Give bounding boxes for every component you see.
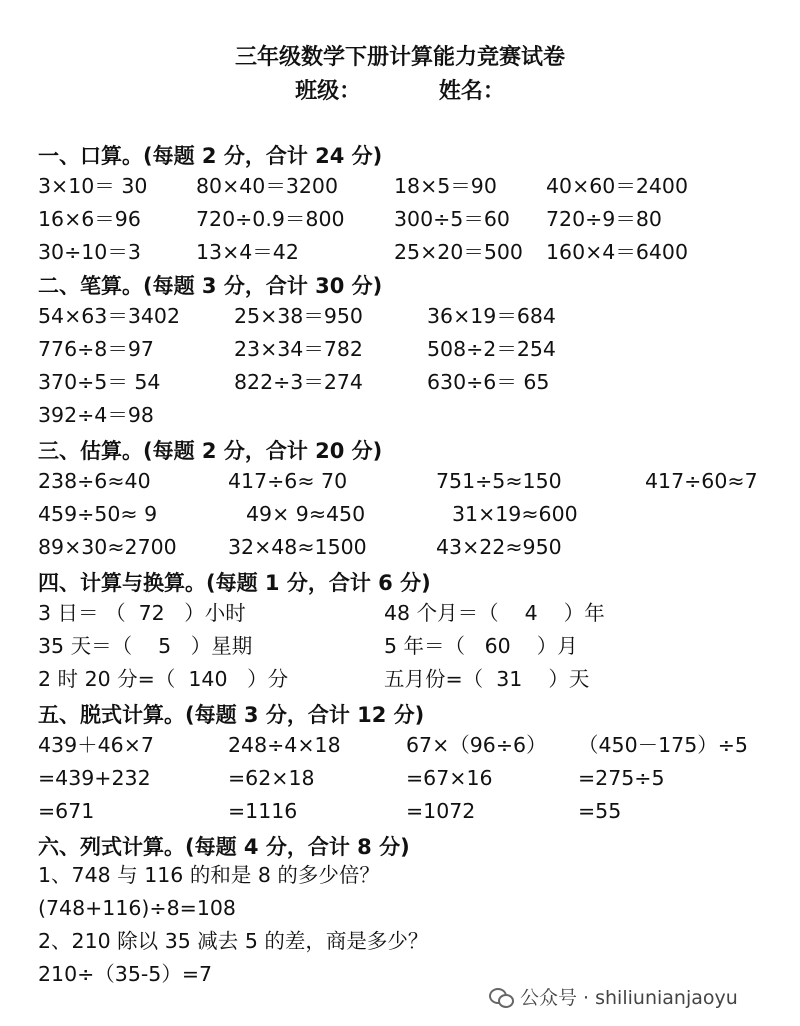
problem-item: 370÷5＝ 54 bbox=[38, 370, 161, 394]
problem-item: =439+232 bbox=[38, 766, 151, 790]
problem-item: 54×63＝3402 bbox=[38, 304, 181, 328]
problem-item: 30÷10＝3 bbox=[38, 240, 141, 264]
problem-item: 35 天＝（ 5 ）星期 bbox=[38, 634, 253, 658]
problem-item: 720÷0.9＝800 bbox=[196, 207, 345, 231]
problem-item: 43×22≈950 bbox=[436, 535, 562, 559]
name-label: 姓名： bbox=[438, 79, 505, 104]
watermark bbox=[488, 983, 738, 1010]
problem-item: 459÷50≈ 9 bbox=[38, 502, 158, 526]
class-label: 班级： bbox=[295, 79, 362, 104]
problem-item: 392÷4＝98 bbox=[38, 403, 154, 427]
problem-item: 89×30≈2700 bbox=[38, 535, 177, 559]
problem-item: =67×16 bbox=[406, 766, 493, 790]
problem-item: 417÷60≈7 bbox=[645, 469, 758, 493]
problem-item: 23×34＝782 bbox=[234, 337, 363, 361]
problem-item: 248÷4×18 bbox=[228, 733, 341, 757]
problem-item: 720÷9＝80 bbox=[546, 207, 662, 231]
wechat-icon bbox=[488, 986, 514, 1008]
problem-item: 13×4＝42 bbox=[196, 240, 299, 264]
section-heading: 二、笔算。(每题 3 分，合计 30 分) bbox=[38, 274, 383, 298]
problem-item: 40×60＝2400 bbox=[546, 174, 689, 198]
problem-item: 439＋46×7 bbox=[38, 733, 154, 757]
problem-item: 238÷6≈40 bbox=[38, 469, 151, 493]
problem-item: =671 bbox=[38, 799, 95, 823]
problem-item: 751÷5≈150 bbox=[436, 469, 562, 493]
section-heading: 六、列式计算。(每题 4 分，合计 8 分) bbox=[38, 835, 410, 859]
problem-item: 80×40＝3200 bbox=[196, 174, 339, 198]
problem-item: 67×（96÷6） bbox=[406, 733, 547, 757]
problem-item: 2 时 20 分=（ 140 ）分 bbox=[38, 667, 289, 691]
problem-item: 1、748 与 116 的和是 8 的多少倍？ bbox=[38, 863, 380, 887]
problem-item: 25×38＝950 bbox=[234, 304, 363, 328]
problem-item: 2、210 除以 35 减去 5 的差，商是多少？ bbox=[38, 929, 429, 953]
page-title: 三年级数学下册计算能力竞赛试卷 bbox=[234, 45, 565, 70]
problem-item: 776÷8＝97 bbox=[38, 337, 154, 361]
problem-item: 31×19≈600 bbox=[452, 502, 578, 526]
problem-item: 3×10＝ 30 bbox=[38, 174, 148, 198]
section-heading: 一、口算。(每题 2 分，合计 24 分) bbox=[38, 144, 383, 168]
problem-item: 18×5＝90 bbox=[394, 174, 497, 198]
problem-item: 16×6＝96 bbox=[38, 207, 141, 231]
problem-item: 五月份=（ 31 ）天 bbox=[384, 667, 590, 691]
problem-item: 508÷2＝254 bbox=[427, 337, 556, 361]
problem-item: 25×20＝500 bbox=[394, 240, 523, 264]
section-heading: 五、脱式计算。(每题 3 分，合计 12 分) bbox=[38, 703, 425, 727]
problem-item: 36×19＝684 bbox=[427, 304, 556, 328]
problem-item: (748+116)÷8=108 bbox=[38, 896, 236, 920]
section-heading: 三、估算。(每题 2 分，合计 20 分) bbox=[38, 439, 383, 463]
problem-item: 49× 9≈450 bbox=[246, 502, 366, 526]
problem-item: 32×48≈1500 bbox=[228, 535, 367, 559]
problem-item: 5 年＝（ 60 ）月 bbox=[384, 634, 578, 658]
problem-item: =62×18 bbox=[228, 766, 315, 790]
problem-item: =55 bbox=[578, 799, 622, 823]
problem-item: 822÷3＝274 bbox=[234, 370, 363, 394]
problem-item: 630÷6＝ 65 bbox=[427, 370, 550, 394]
section-heading: 四、计算与换算。(每题 1 分，合计 6 分) bbox=[38, 571, 431, 595]
problem-item: =275÷5 bbox=[578, 766, 665, 790]
problem-item: 210÷（35-5）=7 bbox=[38, 962, 213, 986]
student-info bbox=[0, 74, 800, 105]
problem-item: 3 日＝ （ 72 ）小时 bbox=[38, 601, 246, 625]
watermark-text: 公众号 · shiliunianjaoyu bbox=[520, 987, 738, 1009]
problem-item: 160×4＝6400 bbox=[546, 240, 689, 264]
problem-item: 48 个月＝（ 4 ）年 bbox=[384, 601, 605, 625]
problem-item: 417÷6≈ 70 bbox=[228, 469, 348, 493]
problem-item: =1072 bbox=[406, 799, 476, 823]
problem-item: （450－175）÷5 bbox=[578, 733, 748, 757]
problem-item: 300÷5＝60 bbox=[394, 207, 510, 231]
problem-item: =1116 bbox=[228, 799, 298, 823]
